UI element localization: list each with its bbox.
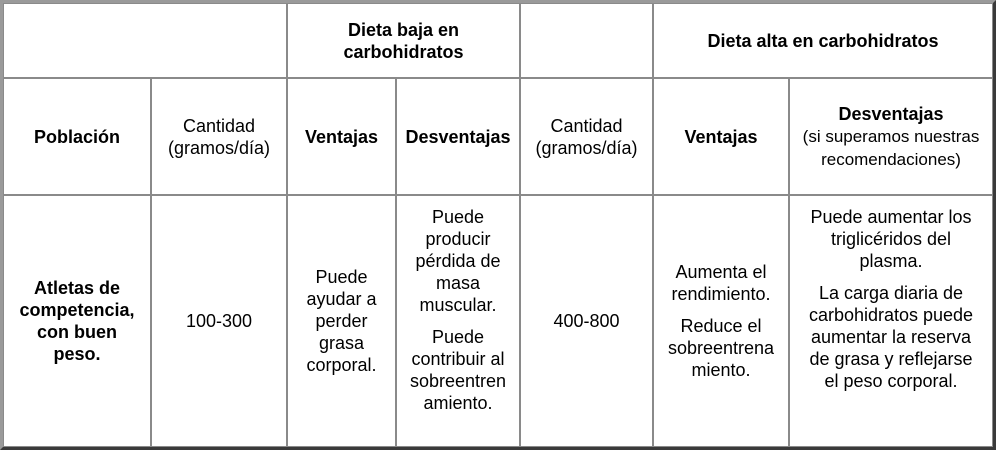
high-carb-diet-header: Dieta alta en carbohidratos (653, 3, 993, 78)
cell-desventajas-low: Puede producir pérdida de masa muscular. Puede contribuir al sobreentren amiento. (396, 195, 520, 447)
empty-header-cell-2 (520, 3, 653, 78)
header-row-columns (3, 78, 993, 195)
low-diet-line-1: Dieta baja en (347, 19, 460, 40)
header-row-diets (3, 3, 993, 78)
col-desventajas-high: Desventajas (si superamos nuestras recomendaciones) (789, 78, 993, 195)
col-cantidad-low: Cantidad (gramos/día) (151, 78, 287, 195)
low-diet-line-2: carbohidratos (343, 41, 464, 62)
cell-cantidad-high: 400-800 (520, 195, 653, 447)
col-ventajas-low: Ventajas (287, 78, 396, 195)
col-cantidad-high: Cantidad (gramos/día) (520, 78, 653, 195)
cell-desventajas-high: Puede aumentar los triglicéridos del plasma. La carga diaria de carbohidratos puede aumentar la reserva de grasa y reflejarse el peso corporal. (789, 195, 993, 447)
cell-cantidad-low: 100-300 (151, 195, 287, 447)
col-ventajas-high: Ventajas (653, 78, 789, 195)
cell-ventajas-high: Aumenta el rendimiento. Reduce el sobreentrena miento. (653, 195, 789, 447)
col-desventajas-low: Desventajas (396, 78, 520, 195)
cell-poblacion: Atletas de competencia, con buen peso. (3, 195, 151, 447)
empty-header-cell (3, 3, 287, 78)
cell-ventajas-low: Puede ayudar a perder grasa corporal. (287, 195, 396, 447)
col-poblacion: Población (3, 78, 151, 195)
low-carb-diet-header (287, 3, 520, 78)
data-row-atletas (3, 195, 993, 447)
